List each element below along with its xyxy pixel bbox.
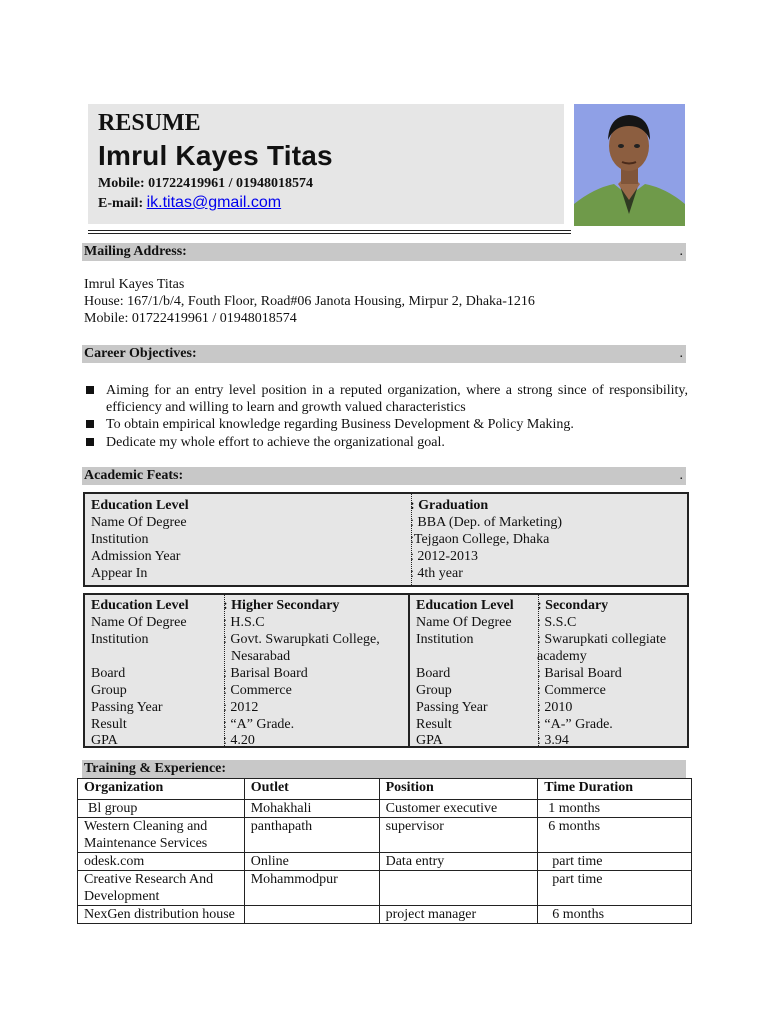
cell-position: Data entry — [379, 853, 538, 871]
objective-item — [86, 434, 688, 451]
mailing-name: Imrul Kayes Titas — [84, 277, 185, 292]
field-label: Name Of Degree — [91, 515, 187, 530]
table-row — [78, 853, 692, 871]
square-bullet-icon — [86, 420, 94, 428]
cell-outlet: Mohammodpur — [244, 871, 379, 906]
header-mobile: Mobile: 01722419961 / 01948018574 — [98, 176, 314, 191]
section-dot: . — [679, 346, 683, 361]
cell-organization: Creative Research And Development — [78, 871, 245, 906]
section-academic-feats — [82, 467, 686, 485]
section-dot: . — [679, 468, 683, 483]
section-training-experience — [82, 760, 686, 778]
email-link[interactable]: ik.titas@gmail.com — [146, 194, 282, 211]
section-heading: Academic Feats: — [84, 468, 184, 483]
table-header-row — [78, 779, 692, 800]
field-value: : Higher Secondary — [223, 598, 340, 613]
objective-item — [86, 416, 688, 433]
ssc-box — [408, 593, 689, 748]
field-label: Group — [416, 683, 452, 698]
candidate-name: Imrul Kayes Titas — [98, 140, 333, 171]
field-value: : H.S.C — [223, 615, 265, 630]
cell-duration: part time — [538, 871, 692, 906]
field-label: Passing Year — [91, 700, 163, 715]
field-label: Result — [91, 717, 127, 732]
field-value: : Barisal Board — [223, 666, 308, 681]
cell-outlet: Mohakhali — [244, 800, 379, 818]
table-row — [78, 906, 692, 924]
field-label: Board — [416, 666, 451, 681]
field-label: Education Level — [416, 598, 514, 613]
cell-position — [379, 871, 538, 906]
cell-duration: 1 months — [538, 800, 692, 818]
field-value: : S.S.C — [537, 615, 577, 630]
field-value: : Commerce — [223, 683, 292, 698]
field-label: Institution — [91, 632, 149, 647]
field-value: : Graduation — [410, 498, 489, 513]
cell-outlet: Online — [244, 853, 379, 871]
field-value: : Secondary — [537, 598, 609, 613]
field-label: Board — [91, 666, 126, 681]
field-value: :Tejgaon College, Dhaka — [410, 532, 550, 547]
cell-organization: Western Cleaning and Maintenance Services — [78, 818, 245, 853]
table-row — [78, 800, 692, 818]
cell-organization: NexGen distribution house — [78, 906, 245, 924]
field-label: Institution — [416, 632, 474, 647]
hsc-box — [83, 593, 410, 748]
section-mailing-address — [82, 243, 686, 261]
cell-outlet: panthapath — [244, 818, 379, 853]
column-header: Organization — [78, 779, 245, 800]
field-value: : 2010 — [537, 700, 573, 715]
objective-text: To obtain empirical knowledge regarding Business Development & Policy Making. — [106, 417, 574, 432]
cell-organization: odesk.com — [78, 853, 245, 871]
column-header: Time Duration — [538, 779, 692, 800]
table-row — [78, 818, 692, 853]
table-row — [78, 871, 692, 906]
field-value: : BBA (Dep. of Marketing) — [410, 515, 563, 530]
section-career-objectives — [82, 345, 686, 363]
email-label: E-mail: — [98, 196, 147, 211]
cell-outlet — [244, 906, 379, 924]
field-label: Admission Year — [91, 549, 181, 564]
section-heading: Training & Experience: — [84, 761, 227, 776]
header-rule-top — [88, 230, 571, 231]
field-value: : Barisal Board — [537, 666, 622, 681]
column-header: Outlet — [244, 779, 379, 800]
field-value: : 3.94 — [537, 733, 569, 748]
column-header: Position — [379, 779, 538, 800]
header-email-line — [98, 194, 281, 212]
objective-text: Dedicate my whole effort to achieve the organizational goal. — [106, 435, 445, 450]
field-value: : 2012 — [223, 700, 259, 715]
training-table — [77, 778, 692, 924]
field-value: : Govt. Swarupkati College, — [223, 632, 380, 647]
square-bullet-icon — [86, 438, 94, 446]
field-value: : “A” Grade. — [223, 717, 295, 732]
field-label: Result — [416, 717, 452, 732]
field-value-continued: academy — [537, 649, 587, 664]
cell-position: supervisor — [379, 818, 538, 853]
section-heading: Career Objectives: — [84, 346, 197, 361]
cell-position: Customer executive — [379, 800, 538, 818]
field-label: Education Level — [91, 498, 189, 513]
field-label: Name Of Degree — [91, 615, 187, 630]
section-dot: . — [679, 244, 683, 259]
field-value: : “A-” Grade. — [537, 717, 613, 732]
cell-duration: 6 months — [538, 818, 692, 853]
field-label: Appear In — [91, 566, 148, 581]
field-value: : Commerce — [537, 683, 606, 698]
field-value: : 2012-2013 — [410, 549, 479, 564]
resume-label: RESUME — [98, 110, 201, 136]
field-label: Education Level — [91, 598, 189, 613]
cell-duration: part time — [538, 853, 692, 871]
field-label: GPA — [416, 733, 443, 748]
mailing-mobile: Mobile: 01722419961 / 01948018574 — [84, 311, 297, 326]
section-heading: Mailing Address: — [84, 244, 187, 259]
field-label: GPA — [91, 733, 118, 748]
field-value: : Swarupkati collegiate — [537, 632, 667, 647]
cell-organization: Bl group — [78, 800, 245, 818]
field-label: Passing Year — [416, 700, 488, 715]
field-value-continued: Nesarabad — [231, 649, 291, 664]
square-bullet-icon — [86, 386, 94, 394]
cell-duration: 6 months — [538, 906, 692, 924]
graduation-box — [83, 492, 689, 587]
cell-position: project manager — [379, 906, 538, 924]
mailing-house: House: 167/1/b/4, Fouth Floor, Road#06 Janota Housing, Mirpur 2, Dhaka-1216 — [84, 294, 535, 309]
field-value: : 4.20 — [223, 733, 255, 748]
field-label: Name Of Degree — [416, 615, 512, 630]
profile-photo — [574, 104, 685, 226]
field-value: : 4th year — [410, 566, 463, 581]
field-label: Institution — [91, 532, 149, 547]
objective-item — [86, 382, 688, 416]
header-rule-bottom — [88, 233, 571, 234]
objective-text: Aiming for an entry level position in a reputed organization, where a strong since of responsibility, efficiency and willing to learn and growth valued characteristics — [106, 383, 688, 415]
field-label: Group — [91, 683, 127, 698]
